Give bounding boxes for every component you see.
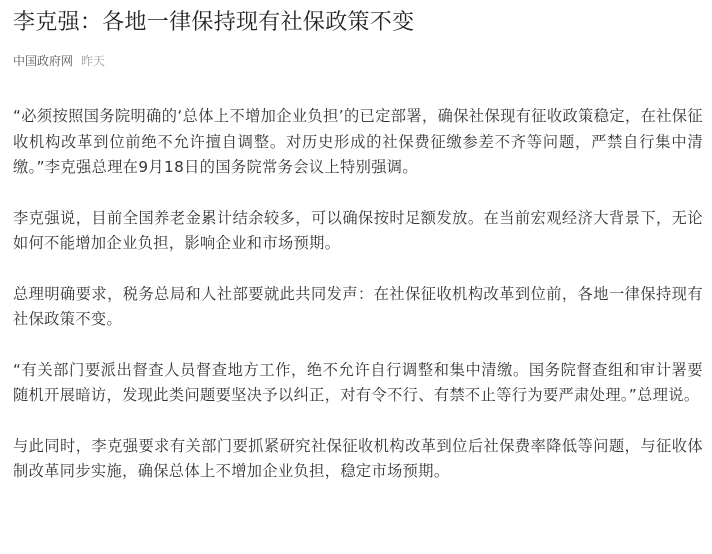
article-paragraph: “必须按照国务院明确的‘总体上不增加企业负担’的已定部署，确保社保现有征收政策稳定，在社保征收机构改革到位前绝不允许擅自调整。对历史形成的社保费征缴参差不齐等问题，严禁自行集中清缴。”李克强总理在9月18日的国务院常务会议上特别强调。 <box>13 107 703 176</box>
article-source[interactable]: 中国政府网 <box>13 54 74 68</box>
article-paragraph: 与此同时，李克强要求有关部门要抓紧研究社保征收机构改革到位后社保费率降低等问题，与征收体制改革同步实施，确保总体上不增加企业负担，稳定市场预期。 <box>13 436 703 480</box>
article-meta <box>13 52 703 70</box>
article <box>13 8 703 485</box>
article-paragraph: 总理明确要求，税务总局和人社部要就此共同发声：在社保征收机构改革到位前，各地一律保持现有社保政策不变。 <box>13 284 703 328</box>
article-title: 李克强：各地一律保持现有社保政策不变 <box>13 10 415 35</box>
article-paragraph: 李克强说，目前全国养老金累计结余较多，可以确保按时足额发放。在当前宏观经济大背景下，无论如何不能增加企业负担，影响企业和市场预期。 <box>13 208 703 252</box>
article-time: 昨天 <box>81 54 106 68</box>
article-paragraph: “有关部门要派出督查人员督查地方工作，绝不允许自行调整和集中清缴。国务院督查组和审计署要随机开展暗访，发现此类问题要坚决予以纠正，对有令不行、有禁不止等行为要严肃处理。”总理说。 <box>13 360 703 404</box>
